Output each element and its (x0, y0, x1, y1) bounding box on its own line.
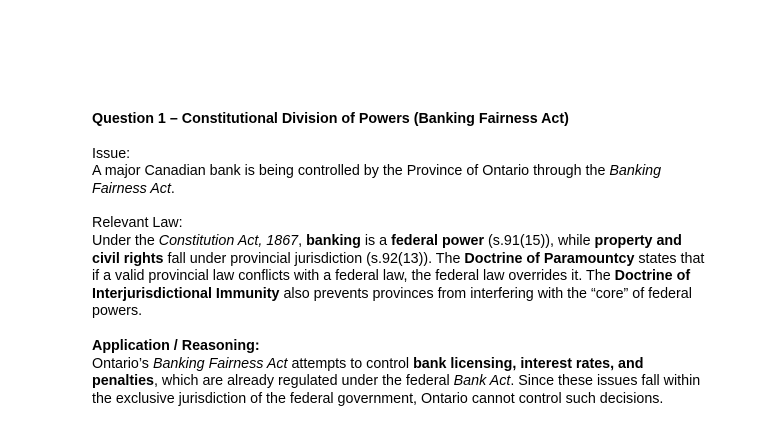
issue-text (92, 163, 712, 198)
text-segment: . Since these issues fall within the exclusive jurisdiction of the federal government, Ontario cannot control such decisions. (92, 373, 701, 407)
text-segment: , (298, 232, 307, 249)
text-segment: Banking Fairness Act (92, 163, 662, 197)
text-segment: (s.91(15)), while (484, 232, 595, 249)
issue-heading: Issue: (92, 145, 131, 162)
application-section (92, 338, 712, 408)
text-segment: fall under provincial jurisdiction (s.92(13)). The (163, 250, 465, 267)
text-segment: states that if a valid provincial law conflicts with a federal law, the federal law overrides it. The (92, 250, 705, 285)
text-segment: banking (306, 232, 361, 249)
relevant-law-heading: Relevant Law: (92, 215, 183, 232)
text-segment: federal power (391, 232, 485, 249)
text-segment: , which are already regulated under the federal (153, 373, 454, 390)
text-segment: Doctrine of Paramountcy (464, 250, 635, 267)
text-segment: Ontario’s (92, 355, 153, 372)
question-title: Question 1 – Constitutional Division of Powers (Banking Fairness Act) (92, 111, 569, 127)
text-segment: is a (360, 232, 392, 249)
relevant-law-section (92, 215, 712, 321)
text-segment: Banking Fairness Act (152, 355, 288, 372)
text-segment: attempts to control (287, 355, 414, 372)
text-segment: Bank Act (453, 373, 511, 390)
text-segment: bank licensing, interest rates, and penalties (92, 355, 644, 390)
text-segment: Doctrine of Interjurisdictional Immunity (92, 268, 691, 302)
application-heading: Application / Reasoning: (92, 337, 260, 354)
text-segment: . (170, 180, 175, 197)
text-segment: property and civil rights (92, 232, 682, 267)
relevant-law-text (92, 233, 712, 321)
text-segment: A major Canadian bank is being controlled by the Province of Ontario through the (92, 163, 610, 180)
text-segment: Under the (92, 232, 159, 249)
text-segment: Constitution Act, 1867 (158, 232, 299, 249)
issue-section (92, 146, 712, 199)
application-text (92, 356, 712, 409)
text-segment: also prevents provinces from interfering with the “core” of federal powers. (92, 285, 692, 320)
document-body (92, 111, 712, 425)
